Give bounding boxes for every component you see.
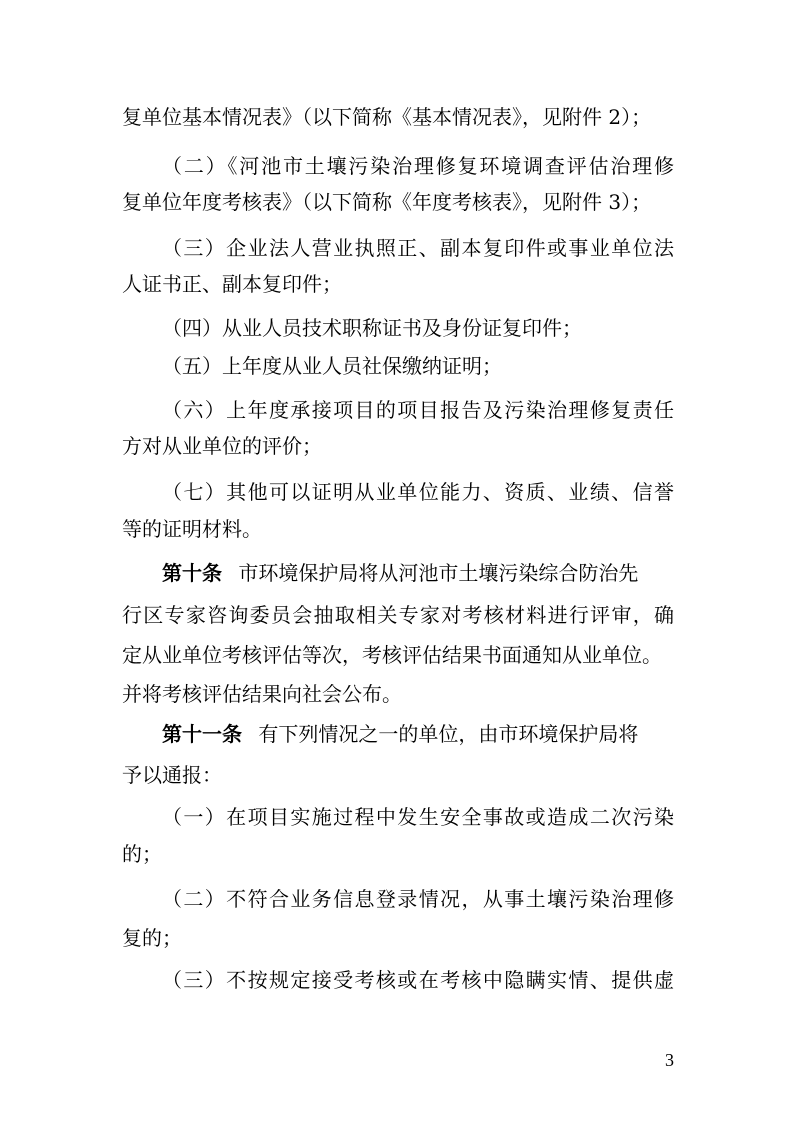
text-line: 复单位基本情况表》（以下简称《基本情况表》，见附件 2）； [122,105,652,129]
text-line: （四）从业人员技术职称证书及身份证复印件； [162,316,582,340]
text-line: （二）《河池市土壤污染治理修复环境调查评估治理修 [162,154,674,178]
text-line: （六）上年度承接项目的项目报告及污染治理修复责任 [162,398,674,422]
text-span: 有下列情况之一的单位，由市环境保护局将 [258,722,639,746]
text-line: （七）其他可以证明从业单位能力、资质、业绩、信誉 [162,480,674,504]
text-line: （五）上年度从业人员社保缴纳证明； [162,354,502,378]
article-label: 第十一条 [162,722,242,746]
text-line: 予以通报： [122,763,222,787]
page-number: 3 [665,1050,674,1070]
text-line: 复的； [122,926,182,950]
text-line: 方对从业单位的评价； [122,434,322,458]
text-line: 等的证明材料。 [122,517,262,541]
text-line: （三）不按规定接受考核或在考核中隐瞒实情、提供虚 [162,968,674,992]
text-line: 的； [122,842,162,866]
article-line [162,722,674,746]
text-span: 市环境保护局将从河池市土壤污染综合防治先 [238,561,639,585]
text-line: 复单位年度考核表》（以下简称《年度考核表》，见附件 3）； [122,190,652,214]
text-line: （二）不符合业务信息登录情况，从事土壤污染治理修 [162,887,674,911]
text-line: 人证书正、副本复印件； [122,272,342,296]
text-line: 并将考核评估结果向社会公布。 [122,682,402,706]
text-line: （三）企业法人营业执照正、副本复印件或事业单位法 [162,236,674,260]
article-label: 第十条 [162,561,222,585]
article-line [162,561,674,585]
text-line: 行区专家咨询委员会抽取相关专家对考核材料进行评审，确 [122,603,674,627]
text-line: （一）在项目实施过程中发生安全事故或造成二次污染 [162,805,674,829]
text-line: 定从业单位考核评估等次，考核评估结果书面通知从业单位。 [122,643,662,667]
